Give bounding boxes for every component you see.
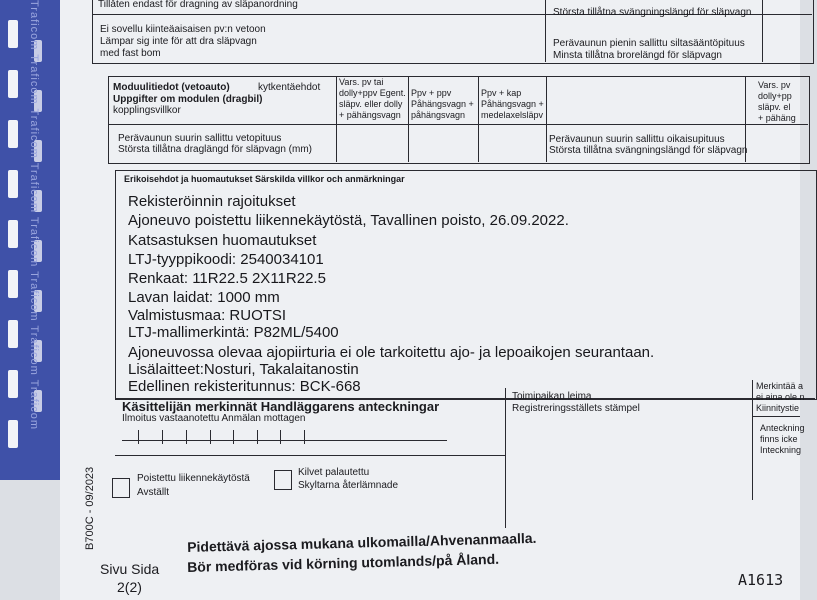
- remarks-header: Erikoisehdot ja huomautukset Särskilda villkor och anmärkningar: [124, 174, 405, 184]
- serial-number: A1613: [738, 571, 784, 589]
- box2-fi: Kilvet palautettu: [298, 467, 370, 478]
- col2-line2: Påhängsvagn +: [411, 99, 474, 109]
- remark-line-8: LTJ-mallimerkintä: P82ML/5400: [128, 324, 339, 341]
- security-strip: [0, 0, 60, 480]
- handler-sub: Ilmoitus vastaanotettu Anmälan mottagen: [122, 413, 306, 424]
- module-title-fi-suffix: kytkentäehdot: [258, 82, 321, 93]
- carry-notice-sv: Bör medföras vid körning utomlands/på Åland.: [186, 550, 500, 575]
- top-left3: med fast bom: [100, 48, 161, 59]
- col1-line3: släpv. eller dolly: [339, 99, 403, 109]
- carry-notice-fi: Pidettävä ajossa mukana ulkomailla/Ahvenanmaalla.: [186, 529, 537, 555]
- form-code: B700C - 09/2023: [84, 466, 96, 550]
- row-left1: Perävaunun suurin sallittu vetopituus: [118, 133, 282, 144]
- remark-line-5: Renkaat: 11R22.5 2X11R22.5: [128, 270, 326, 287]
- remark-line-7: Valmistusmaa: RUOTSI: [128, 307, 287, 324]
- top-line0: Tillåten endast för dragning av släpanordning: [98, 0, 298, 10]
- checkbox-avstallt: [112, 478, 130, 498]
- row-right2: Största tillåtna svängningslängd för släpvagn: [549, 145, 748, 156]
- col3-line2: Påhängsvagn +: [481, 99, 544, 109]
- box2-sv: Skyltarna återlämnade: [298, 480, 399, 491]
- module-title-sv: Uppgifter om modulen (dragbil): [113, 94, 263, 105]
- remark-line-9: Ajoneuvossa olevaa ajopiirturia ei ole tarkoitettu ajo- ja lepoaikojen seurantaan.: [128, 344, 655, 361]
- remark-line-4: LTJ-tyyppikoodi: 2540034101: [128, 251, 324, 268]
- page-label: Sivu Sida: [100, 561, 160, 577]
- right-b3: Inteckning: [760, 445, 802, 455]
- box1-sv: Avställt: [137, 487, 170, 498]
- remark-line-10: Lisälaitteet:Nosturi, Takalaitanostin: [128, 361, 359, 378]
- top-right2: Minsta tillåtna brorelängd för släpvagn: [553, 50, 722, 61]
- colr-line4: + pähäng: [758, 113, 796, 123]
- col2-line3: påhängsvagn: [411, 110, 466, 120]
- col1-line2: dolly+ppv Egent.: [339, 88, 406, 98]
- right-b1: Anteckning: [760, 423, 805, 433]
- colr-line3: släpv. el: [758, 102, 791, 112]
- right-a3: Kiinnitystie: [756, 403, 800, 413]
- colr-line2: dolly+pp: [758, 91, 792, 101]
- row-right1: Perävaunun suurin sallittu oikaisupituus: [549, 134, 725, 145]
- remark-line-6: Lavan laidat: 1000 mm: [128, 289, 280, 306]
- module-title-fi: Moduulitiedot (vetoauto): [113, 82, 230, 93]
- right-a2: ei aina ole n: [756, 392, 805, 402]
- remark-line-11: Edellinen rekisteritunnus: BCK-668: [128, 378, 361, 395]
- col3-line3: medelaxelsläpv: [481, 110, 544, 120]
- remark-line-2: Ajoneuvo poistettu liikennekäytöstä, Tavallinen poisto, 26.09.2022.: [128, 212, 569, 229]
- remark-line-3: Katsastuksen huomautukset: [128, 232, 317, 249]
- right-b2: finns icke: [760, 434, 798, 444]
- colr-line1: Vars. pv: [758, 80, 791, 90]
- row-left2: Största tillåtna draglängd för släpvagn (mm): [118, 144, 312, 155]
- col3-line1: Ppv + kap: [481, 88, 522, 98]
- strip-text: Traficom Traficom Traficom Traficom Traficom Traficom Traficom Traficom: [28, 0, 40, 430]
- handler-title: Käsittelijän merkinnät Handläggarens anteckningar: [122, 399, 440, 414]
- remark-line-1: Rekisteröinnin rajoitukset: [128, 193, 296, 210]
- col2-line1: Ppv + ppv: [411, 88, 452, 98]
- stamp-sv: Registreringsställets stämpel: [512, 403, 640, 414]
- col1-line4: + pähängsvagn: [339, 110, 401, 120]
- top-left1: Ei sovellu kiinteäaisaisen pv:n vetoon: [100, 24, 266, 35]
- right-a1: Merkintää a: [756, 381, 804, 391]
- top-right1: Perävaunun pienin sallittu siltasääntöpituus: [553, 38, 745, 49]
- top-left2: Lämpar sig inte för att dra släpvagn: [100, 36, 257, 47]
- col1-line1: Vars. pv tai: [339, 77, 384, 87]
- stamp-fi: Toimipaikan leima: [512, 391, 592, 402]
- top-right0: Största tillåtna svängningslängd för släpvagn: [553, 7, 752, 18]
- checkbox-skyltar: [274, 470, 292, 490]
- module-title-sv-suffix: kopplingsvillkor: [113, 105, 181, 116]
- box1-fi: Poistettu liikennekäytöstä: [137, 473, 250, 484]
- page-number: 2(2): [117, 579, 142, 595]
